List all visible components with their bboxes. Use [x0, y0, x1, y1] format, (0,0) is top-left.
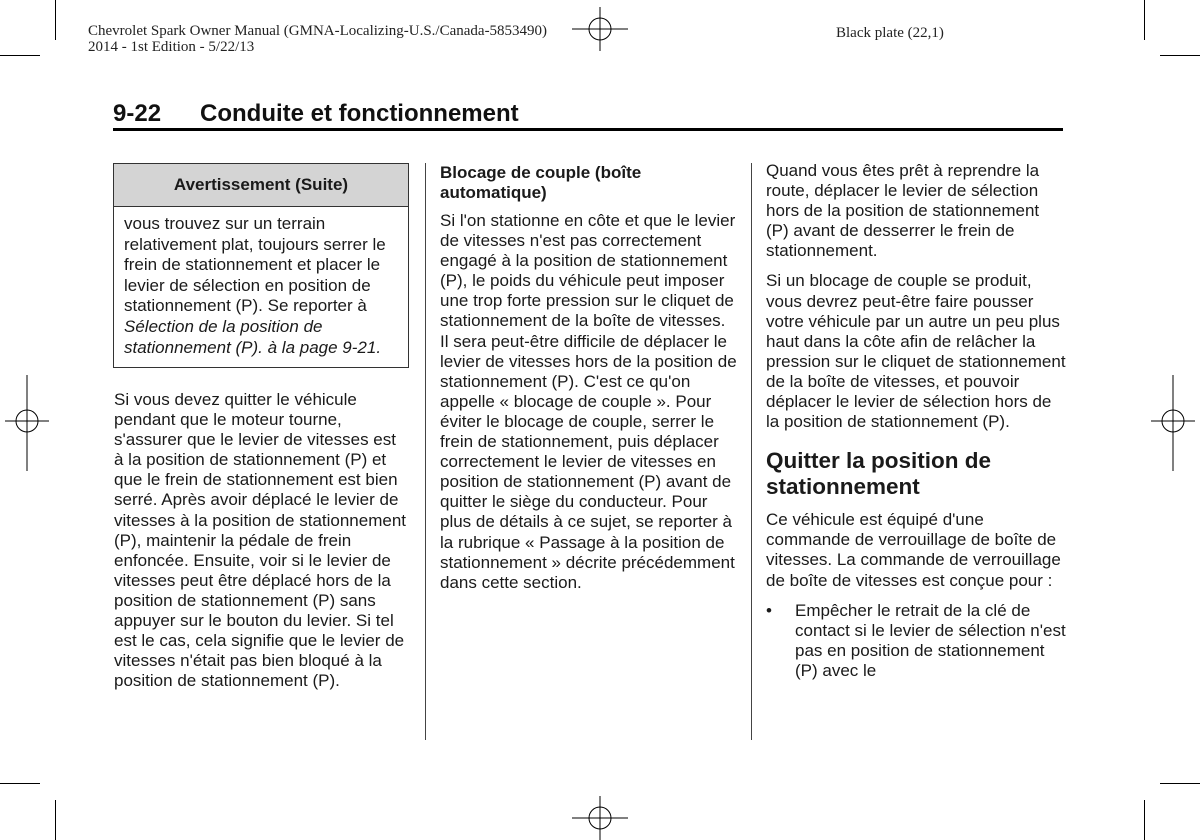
page-number: 9-22: [113, 100, 162, 127]
crop-mark: [55, 0, 56, 40]
column-2: [440, 163, 738, 603]
bullet-text: Empêcher le retrait de la clé de contact si le levier de sélection n'est pas en position de stationnement (P) avec le: [795, 600, 1066, 680]
warning-cross-reference: Sélection de la position de stationnement (P). à la page 9-21.: [124, 316, 382, 357]
crop-mark: [1160, 55, 1200, 56]
crop-mark: [1144, 800, 1145, 840]
crop-mark: [0, 55, 40, 56]
column-1: [114, 390, 410, 701]
crop-mark: [1160, 783, 1200, 784]
section-subheading: Blocage de couple (boîte automatique): [440, 163, 642, 202]
paragraph: Si un blocage de couple se produit, vous devrez peut-être faire pousser votre véhicule par un autre un peu plus haut dans la côte afin de relâcher la pression sur le cliquet de stationnement de la boîte de vitesses, et pouvoir déplacer le levier de sélection hors de la position de stationnement (P).: [766, 271, 1066, 432]
warning-heading: Avertissement (Suite): [114, 164, 408, 207]
warning-box: [113, 163, 409, 368]
print-header-edition: 2014 - 1st Edition - 5/22/13: [88, 39, 255, 55]
paragraph: Ce véhicule est équipé d'une commande de verrouillage de boîte de vitesses. La commande de verrouillage de boîte de vitesses est conçue pour :: [766, 510, 1061, 590]
registration-mark-icon: [1151, 375, 1195, 471]
chapter-rule: [113, 128, 1063, 131]
chapter-title: Conduite et fonctionnement: [200, 100, 519, 127]
warning-text: vous trouvez sur un terrain relativement plat, toujours serrer le frein de stationnement et placer le levier de sélection en position de stationnement (P). Se reporter à: [124, 214, 386, 316]
crop-mark: [55, 800, 56, 840]
paragraph: Si vous devez quitter le véhicule pendant que le moteur tourne, s'assurer que le levier de vitesses est à la position de stationnement (P) et que le frein de stationnement est bien serré. Après avoir déplacé le levier de vitesses à la position de stationnement (P), maintenir la pédale de frein enfoncée. Ensuite, voir si le levier de vitesses peut être déplacé hors de la position de stationnement (P) sans appuyer sur le bouton du levier. Si tel est le cas, cela signifie que le levier de vitesses n'était pas bien bloqué à la position de stationnement (P).: [114, 390, 407, 691]
registration-mark-icon: [572, 796, 628, 840]
warning-body: [114, 207, 408, 358]
column-divider: [751, 163, 752, 740]
column-divider: [425, 163, 426, 740]
crop-mark: [0, 783, 40, 784]
bullet-icon: •: [766, 600, 772, 620]
paragraph: Si l'on stationne en côte et que le levier de vitesses n'est pas correctement engagé à la position de stationnement (P), le poids du véhicule peut imposer une trop forte pression sur le cliquet de stationnement de la boîte de vitesses. Il sera peut-être difficile de déplacer le levier de vitesses hors de la position de stationnement (P). C'est ce qu'on appelle « blocage de couple ». Pour éviter le blocage de couple, serrer le frein de stationnement, puis déplacer correctement le levier de vitesses en position de stationnement (P) avant de quitter le siège du conducteur. Pour plus de détails à ce sujet, se reporter à la rubrique « Passage à la position de stationnement » décrite précédemment dans cette section.: [440, 211, 737, 592]
section-heading: Quitter la position de stationnement: [766, 448, 992, 500]
registration-mark-icon: [572, 7, 628, 51]
print-header-plate: Black plate (22,1): [836, 25, 944, 41]
column-3: [766, 161, 1066, 681]
paragraph: Quand vous êtes prêt à reprendre la route, déplacer le levier de sélection hors de la position de stationnement (P) avant de desserrer le frein de stationnement.: [766, 161, 1040, 261]
bullet-item: [766, 601, 1066, 681]
crop-mark: [1144, 0, 1145, 40]
print-header-manual: Chevrolet Spark Owner Manual (GMNA-Localizing-U.S./Canada-5853490): [88, 23, 548, 39]
registration-mark-icon: [5, 375, 49, 471]
